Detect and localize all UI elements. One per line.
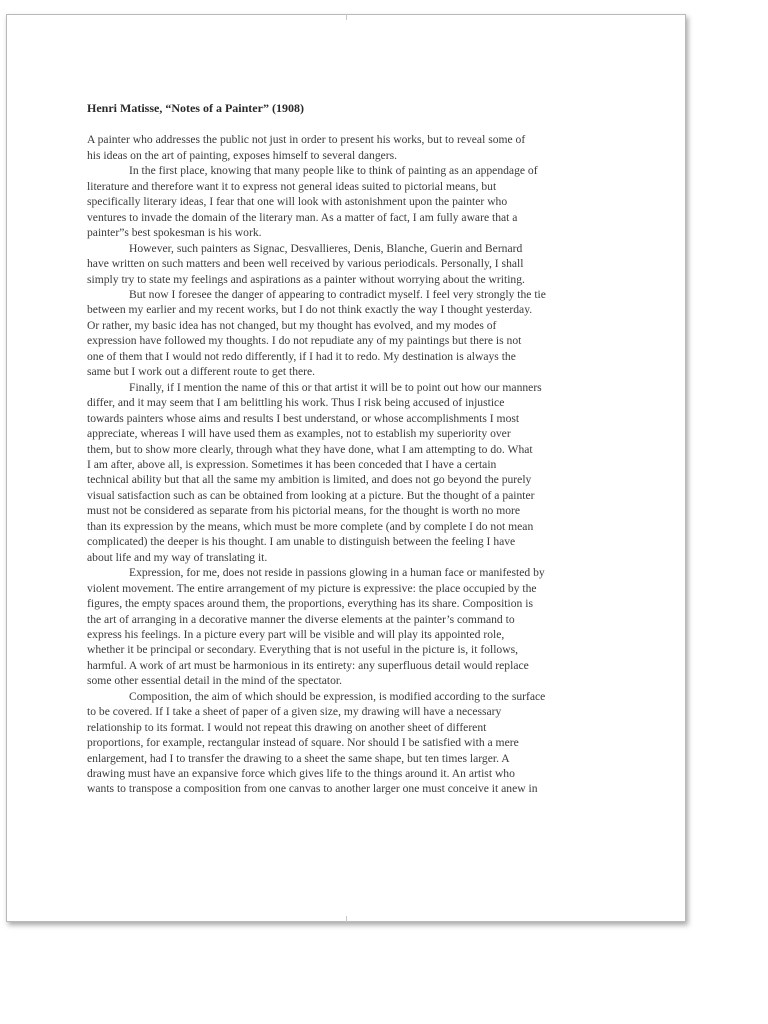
text-line: literature and therefore want it to express not general ideas suited to pictorial means, but: [87, 179, 497, 193]
text-line: complicated) the deeper is his thought. I am unable to distinguish between the feeling I have: [87, 535, 516, 549]
text-line: violent movement. The entire arrangement of my picture is expressive: the place occupied by the: [87, 581, 537, 595]
text-line: the art of arranging in a decorative manner the diverse elements at the painter’s command to: [87, 612, 515, 626]
text-line: must not be considered as separate from his pictorial means, for the thought is worth no more: [87, 504, 521, 518]
paragraph: [87, 163, 603, 240]
text-line: Finally, if I mention the name of this or that artist it will be to point out how our manners: [129, 380, 542, 394]
document-page: [6, 14, 686, 922]
text-line: towards painters whose aims and results I best understand, or whose accomplishments I most: [87, 411, 520, 425]
text-line: differ, and it may seem that I am belittling his work. Thus I risk being accused of injustice: [87, 396, 505, 410]
text-line: simply try to state my feelings and aspirations as a painter without worrying about the writing.: [87, 272, 525, 286]
text-line: In the first place, knowing that many people like to think of painting as an appendage of: [129, 164, 538, 178]
text-line: harmful. A work of art must be harmonious in its entirety: any superfluous detail would replace: [87, 658, 529, 672]
paragraph: [87, 241, 603, 287]
text-line: drawing must have an expansive force which gives life to the things around it. An artist who: [87, 767, 515, 781]
document-title: Henri Matisse, “Notes of a Painter” (1908): [87, 101, 304, 115]
text-line: But now I foresee the danger of appearing to contradict myself. I feel very strongly the tie: [129, 287, 546, 301]
text-line: technical ability but that all the same my ambition is limited, and does not go beyond the purely: [87, 473, 532, 487]
text-line: visual satisfaction such as can be obtained from looking at a picture. But the thought of a painter: [87, 488, 535, 502]
paragraph: [87, 689, 603, 797]
text-line: have written on such matters and been well received by various periodicals. Personally, I shall: [87, 257, 524, 271]
paragraph: [87, 565, 603, 689]
text-line: However, such painters as Signac, Desvallieres, Denis, Blanche, Guerin and Bernard: [129, 241, 523, 255]
text-line: enlargement, had I to transfer the drawing to a sheet the same shape, but ten times larger. A: [87, 751, 510, 765]
paragraph-container: [87, 132, 603, 796]
text-line: them, but to show more clearly, through what they have done, what I am attempting to do. What: [87, 442, 533, 456]
paragraph: [87, 132, 603, 163]
text-line: Expression, for me, does not reside in passions glowing in a human face or manifested by: [129, 566, 545, 580]
text-line: Or rather, my basic idea has not changed, but my thought has evolved, and my modes of: [87, 318, 497, 332]
text-line: wants to transpose a composition from one canvas to another larger one must conceive it anew in: [87, 782, 538, 796]
text-line: painter”s best spokesman is his work.: [87, 226, 262, 240]
text-line: one of them that I would not redo differently, if I had it to redo. My destination is always the: [87, 349, 516, 363]
text-line: some other essential detail in the mind of the spectator.: [87, 674, 342, 688]
text-line: whether it be principal or secondary. Everything that is not useful in the picture is, it follows,: [87, 643, 519, 657]
text-line: express his feelings. In a picture every part will be visible and will play its appointed role,: [87, 627, 505, 641]
document-body: [87, 101, 603, 797]
text-line: about life and my way of translating it.: [87, 550, 268, 564]
text-line: to be covered. If I take a sheet of paper of a given size, my drawing will have a necessary: [87, 705, 502, 719]
page-margin-mark-bottom: [346, 916, 347, 922]
text-line: A painter who addresses the public not just in order to present his works, but to reveal some of: [87, 133, 526, 147]
text-line: than its expression by the means, which must be more complete (and by complete I do not mean: [87, 519, 534, 533]
text-line: same but I work out a different route to get there.: [87, 365, 316, 379]
text-line: I am after, above all, is expression. Sometimes it has been conceded that I have a certain: [87, 457, 497, 471]
text-line: between my earlier and my recent works, but I do not think exactly the way I thought yesterday.: [87, 303, 533, 317]
page-margin-mark-top: [346, 14, 347, 20]
text-line: appreciate, whereas I will have used them as examples, not to establish my superiority over: [87, 427, 511, 441]
paragraph: [87, 380, 603, 565]
text-line: Composition, the aim of which should be expression, is modified according to the surface: [129, 689, 546, 703]
text-line: expression have followed my thoughts. I do not repudiate any of my paintings but there is not: [87, 334, 522, 348]
text-line: specifically literary ideas, I fear that one will look with astonishment upon the painter who: [87, 195, 508, 209]
paragraph: [87, 287, 603, 380]
text-line: his ideas on the art of painting, exposes himself to several dangers.: [87, 148, 398, 162]
text-line: proportions, for example, rectangular instead of square. Nor should I be satisfied with a mere: [87, 736, 519, 750]
text-line: figures, the empty spaces around them, the proportions, everything has its share. Composition is: [87, 597, 533, 611]
text-line: relationship to its format. I would not repeat this drawing on another sheet of different: [87, 720, 487, 734]
text-line: ventures to invade the domain of the literary man. As a matter of fact, I am fully aware that a: [87, 210, 518, 224]
